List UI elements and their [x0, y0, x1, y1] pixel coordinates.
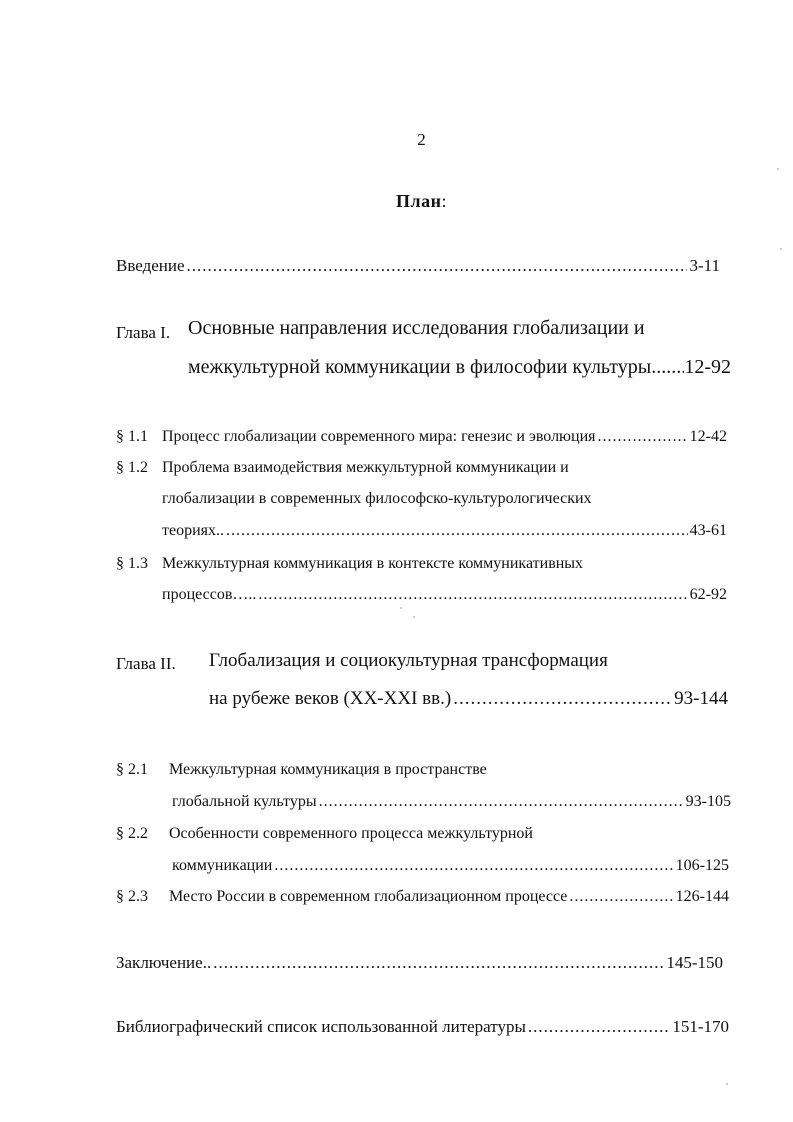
toc-entry-section-2-3 — [169, 888, 729, 906]
page-number: 2 — [417, 130, 426, 149]
toc-pages: 62-92 — [689, 586, 727, 603]
dot-leader — [274, 857, 673, 875]
toc-label: Библиографический список использованной литературы — [116, 1017, 526, 1036]
toc-label: Место России в современном глобализационном процессе — [169, 888, 568, 905]
dot-leader — [258, 586, 687, 604]
section-1-2-line2: глобализации в современных философско-культурологических — [162, 490, 592, 507]
plan-title-text: План — [396, 191, 442, 211]
dot-leader — [569, 888, 673, 906]
toc-pages: 43-61 — [689, 522, 727, 539]
dot-leader — [319, 793, 684, 811]
toc-entry-introduction — [116, 256, 720, 276]
dot-leader — [213, 953, 664, 973]
dot-leader — [453, 688, 672, 710]
section-2-1-line1: Межкультурная коммуникация в пространстве — [169, 761, 487, 778]
dot-leader — [226, 522, 688, 540]
section-1-3-num: § 1.3 — [116, 555, 148, 572]
dot-leader — [528, 1017, 670, 1037]
toc-pages: 151-170 — [672, 1017, 729, 1036]
toc-pages: 12-92 — [684, 356, 731, 378]
chapter1-title-line1: Основные направления исследования глобализации и — [188, 317, 645, 339]
section-1-2-num: § 1.2 — [116, 459, 148, 476]
chapter2-prefix: Глава II. — [116, 654, 176, 673]
section-2-3-num: § 2.3 — [116, 888, 148, 905]
toc-entry-section-1-3 — [162, 586, 727, 604]
section-2-2-line1: Особенности современного процесса межкультурной — [169, 825, 533, 842]
toc-entry-conclusion — [116, 953, 723, 973]
toc-pages: 106-125 — [675, 857, 729, 874]
toc-entry-bibliography — [116, 1017, 729, 1037]
toc-label: Заключение.. — [116, 953, 212, 972]
toc-pages: 3-11 — [689, 256, 720, 275]
section-1-2-line1: Проблема взаимодействия межкультурной коммуникации и — [162, 459, 569, 476]
toc-label: процессов….. — [162, 586, 257, 603]
dot-leader — [597, 428, 687, 446]
section-2-1-num: § 2.1 — [116, 761, 148, 778]
toc-label: теориях.. — [162, 522, 225, 539]
section-2-2-num: § 2.2 — [116, 825, 148, 842]
chapter1-prefix: Глава I. — [116, 323, 171, 342]
toc-pages: 93-144 — [674, 688, 728, 709]
chapter2-title-line2 — [209, 688, 728, 710]
toc-label: на рубеже веков (XX-XXI вв.) — [209, 688, 452, 709]
dot-leader — [187, 256, 688, 276]
toc-pages: 126-144 — [675, 888, 729, 905]
section-1-3-line1: Межкультурная коммуникация в контексте коммуникативных — [162, 555, 584, 572]
toc-label: Введение — [116, 256, 185, 275]
toc-pages: 145-150 — [666, 953, 723, 972]
plan-title-colon: : — [441, 191, 447, 211]
toc-label: межкультурной коммуникации в философии культуры — [188, 356, 652, 378]
toc-label: глобальной культуры — [172, 793, 317, 810]
toc-pages: 12-42 — [689, 428, 727, 445]
chapter2-title-line1: Глобализация и социокультурная трансформация — [209, 650, 608, 671]
toc-label: коммуникации — [172, 857, 273, 874]
plan-title — [0, 191, 793, 212]
section-1-1-num: § 1.1 — [116, 428, 148, 445]
dot-leader — [651, 356, 684, 379]
toc-entry-section-2-2 — [172, 857, 729, 875]
chapter1-title-line2 — [188, 356, 731, 379]
toc-pages: 93-105 — [685, 793, 731, 810]
toc-label: Процесс глобализации современного мира: генезис и эволюция — [162, 428, 596, 445]
toc-entry-section-2-1 — [172, 793, 731, 811]
toc-entry-section-1-1 — [162, 428, 727, 446]
toc-entry-section-1-2 — [162, 522, 727, 540]
